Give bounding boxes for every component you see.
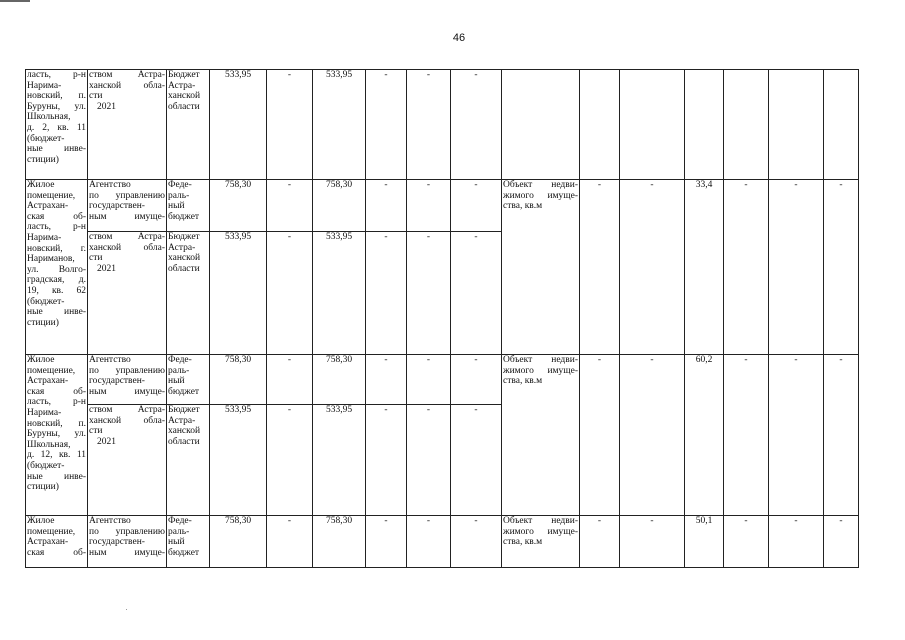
indicator-value-cell: 60,2: [685, 355, 724, 516]
amount-cell: -: [366, 405, 407, 516]
indicator-cell: [502, 70, 580, 180]
indicator-value-cell: -: [724, 355, 769, 516]
amount-cell: 533,95: [313, 70, 366, 180]
indicator-value-cell: -: [769, 355, 824, 516]
agency-cell: Агентство по управлению государствен- ным имуще-: [88, 516, 167, 568]
amount-cell: -: [407, 516, 451, 568]
amount-cell: -: [366, 70, 407, 180]
table-row: [26, 516, 859, 568]
indicator-value-cell: [769, 70, 824, 180]
budget-source-cell: Бюджет Астра- ханской области: [167, 232, 210, 355]
agency-cell: Агентство по управлению государствен- ным имуще-: [88, 180, 167, 232]
indicator-value-cell: [620, 70, 685, 180]
amount-cell: 758,30: [210, 516, 267, 568]
amount-cell: 758,30: [313, 180, 366, 232]
amount-cell: -: [451, 232, 502, 355]
agency-cell: ством Астра- ханской обла- сти 2021: [88, 232, 167, 355]
budget-source-cell: Бюджет Астра- ханской области: [167, 405, 210, 516]
budget-source-cell: Феде- раль- ный бюджет: [167, 355, 210, 405]
amount-cell: -: [451, 70, 502, 180]
indicator-value-cell: 50,1: [685, 516, 724, 568]
amount-cell: -: [407, 405, 451, 516]
amount-cell: 533,95: [210, 232, 267, 355]
budget-source-cell: Феде- раль- ный бюджет: [167, 516, 210, 568]
indicator-cell: Объект недви- жимого имуще- ства, кв.м: [502, 355, 580, 516]
object-address-cell: Жилое помещение, Астрахан- ская об- ласть, р-н Нарима- новский, п. Буруны, ул. Школьная, д. 12, кв. 11 (бюджет- ные инве- стиции): [26, 355, 88, 516]
amount-cell: 758,30: [313, 355, 366, 405]
indicator-value-cell: -: [580, 180, 620, 355]
amount-cell: -: [407, 180, 451, 232]
object-address-cell: ласть, р-н Нарима- новский, п. Буруны, ул. Школьная, д. 2, кв. 11 (бюджет- ные инве- стиции): [26, 70, 88, 180]
indicator-value-cell: -: [620, 516, 685, 568]
amount-cell: -: [267, 516, 313, 568]
budget-source-cell: Феде- раль- ный бюджет: [167, 180, 210, 232]
indicator-cell: Объект недви- жимого имуще- ства, кв.м: [502, 516, 580, 568]
amount-cell: -: [366, 355, 407, 405]
indicator-value-cell: [580, 70, 620, 180]
indicator-cell: Объект недви- жимого имуще- ства, кв.м: [502, 180, 580, 355]
indicator-value-cell: -: [724, 180, 769, 355]
amount-cell: 758,30: [313, 516, 366, 568]
agency-cell: Агентство по управлению государствен- ным имуще-: [88, 355, 167, 405]
amount-cell: -: [451, 516, 502, 568]
amount-cell: 758,30: [210, 180, 267, 232]
amount-cell: 533,95: [210, 405, 267, 516]
table-row: [26, 70, 859, 180]
amount-cell: -: [366, 180, 407, 232]
amount-cell: -: [267, 180, 313, 232]
amount-cell: -: [366, 516, 407, 568]
indicator-value-cell: [724, 70, 769, 180]
amount-cell: 533,95: [313, 232, 366, 355]
indicator-value-cell: -: [580, 516, 620, 568]
amount-cell: 533,95: [210, 70, 267, 180]
scan-edge-mark: [0, 0, 30, 2]
amount-cell: -: [407, 70, 451, 180]
amount-cell: -: [407, 355, 451, 405]
page-number: 46: [452, 32, 466, 44]
indicator-value-cell: -: [769, 180, 824, 355]
indicator-value-cell: -: [724, 516, 769, 568]
object-address-cell: Жилое помещение, Астрахан- ская об- ласть, р-н Нарима- новский, г. Нариманов, ул. Волго- градская, д. 19, кв. 62 (бюджет- ные инве- стиции): [26, 180, 88, 355]
indicator-value-cell: -: [580, 355, 620, 516]
indicator-value-cell: -: [620, 180, 685, 355]
indicator-value-cell: -: [769, 516, 824, 568]
budget-source-cell: Бюджет Астра- ханской области: [167, 70, 210, 180]
budget-table: [25, 69, 859, 568]
indicator-value-cell: -: [824, 180, 859, 355]
amount-cell: -: [451, 180, 502, 232]
indicator-value-cell: [685, 70, 724, 180]
amount-cell: -: [451, 405, 502, 516]
agency-cell: ством Астра- ханской обла- сти 2021: [88, 405, 167, 516]
amount-cell: -: [267, 405, 313, 516]
amount-cell: -: [366, 232, 407, 355]
indicator-value-cell: 33,4: [685, 180, 724, 355]
table-row: [26, 180, 859, 232]
object-address-cell: Жилое помещение, Астрахан- ская об-: [26, 516, 88, 568]
indicator-value-cell: -: [824, 516, 859, 568]
amount-cell: -: [267, 70, 313, 180]
scan-speck: [126, 609, 127, 610]
indicator-value-cell: -: [824, 355, 859, 516]
amount-cell: -: [407, 232, 451, 355]
indicator-value-cell: -: [620, 355, 685, 516]
table-row: [26, 355, 859, 405]
amount-cell: 533,95: [313, 405, 366, 516]
amount-cell: -: [267, 355, 313, 405]
agency-cell: ством Астра- ханской обла- сти 2021: [88, 70, 167, 180]
amount-cell: 758,30: [210, 355, 267, 405]
indicator-value-cell: [824, 70, 859, 180]
amount-cell: -: [451, 355, 502, 405]
amount-cell: -: [267, 232, 313, 355]
